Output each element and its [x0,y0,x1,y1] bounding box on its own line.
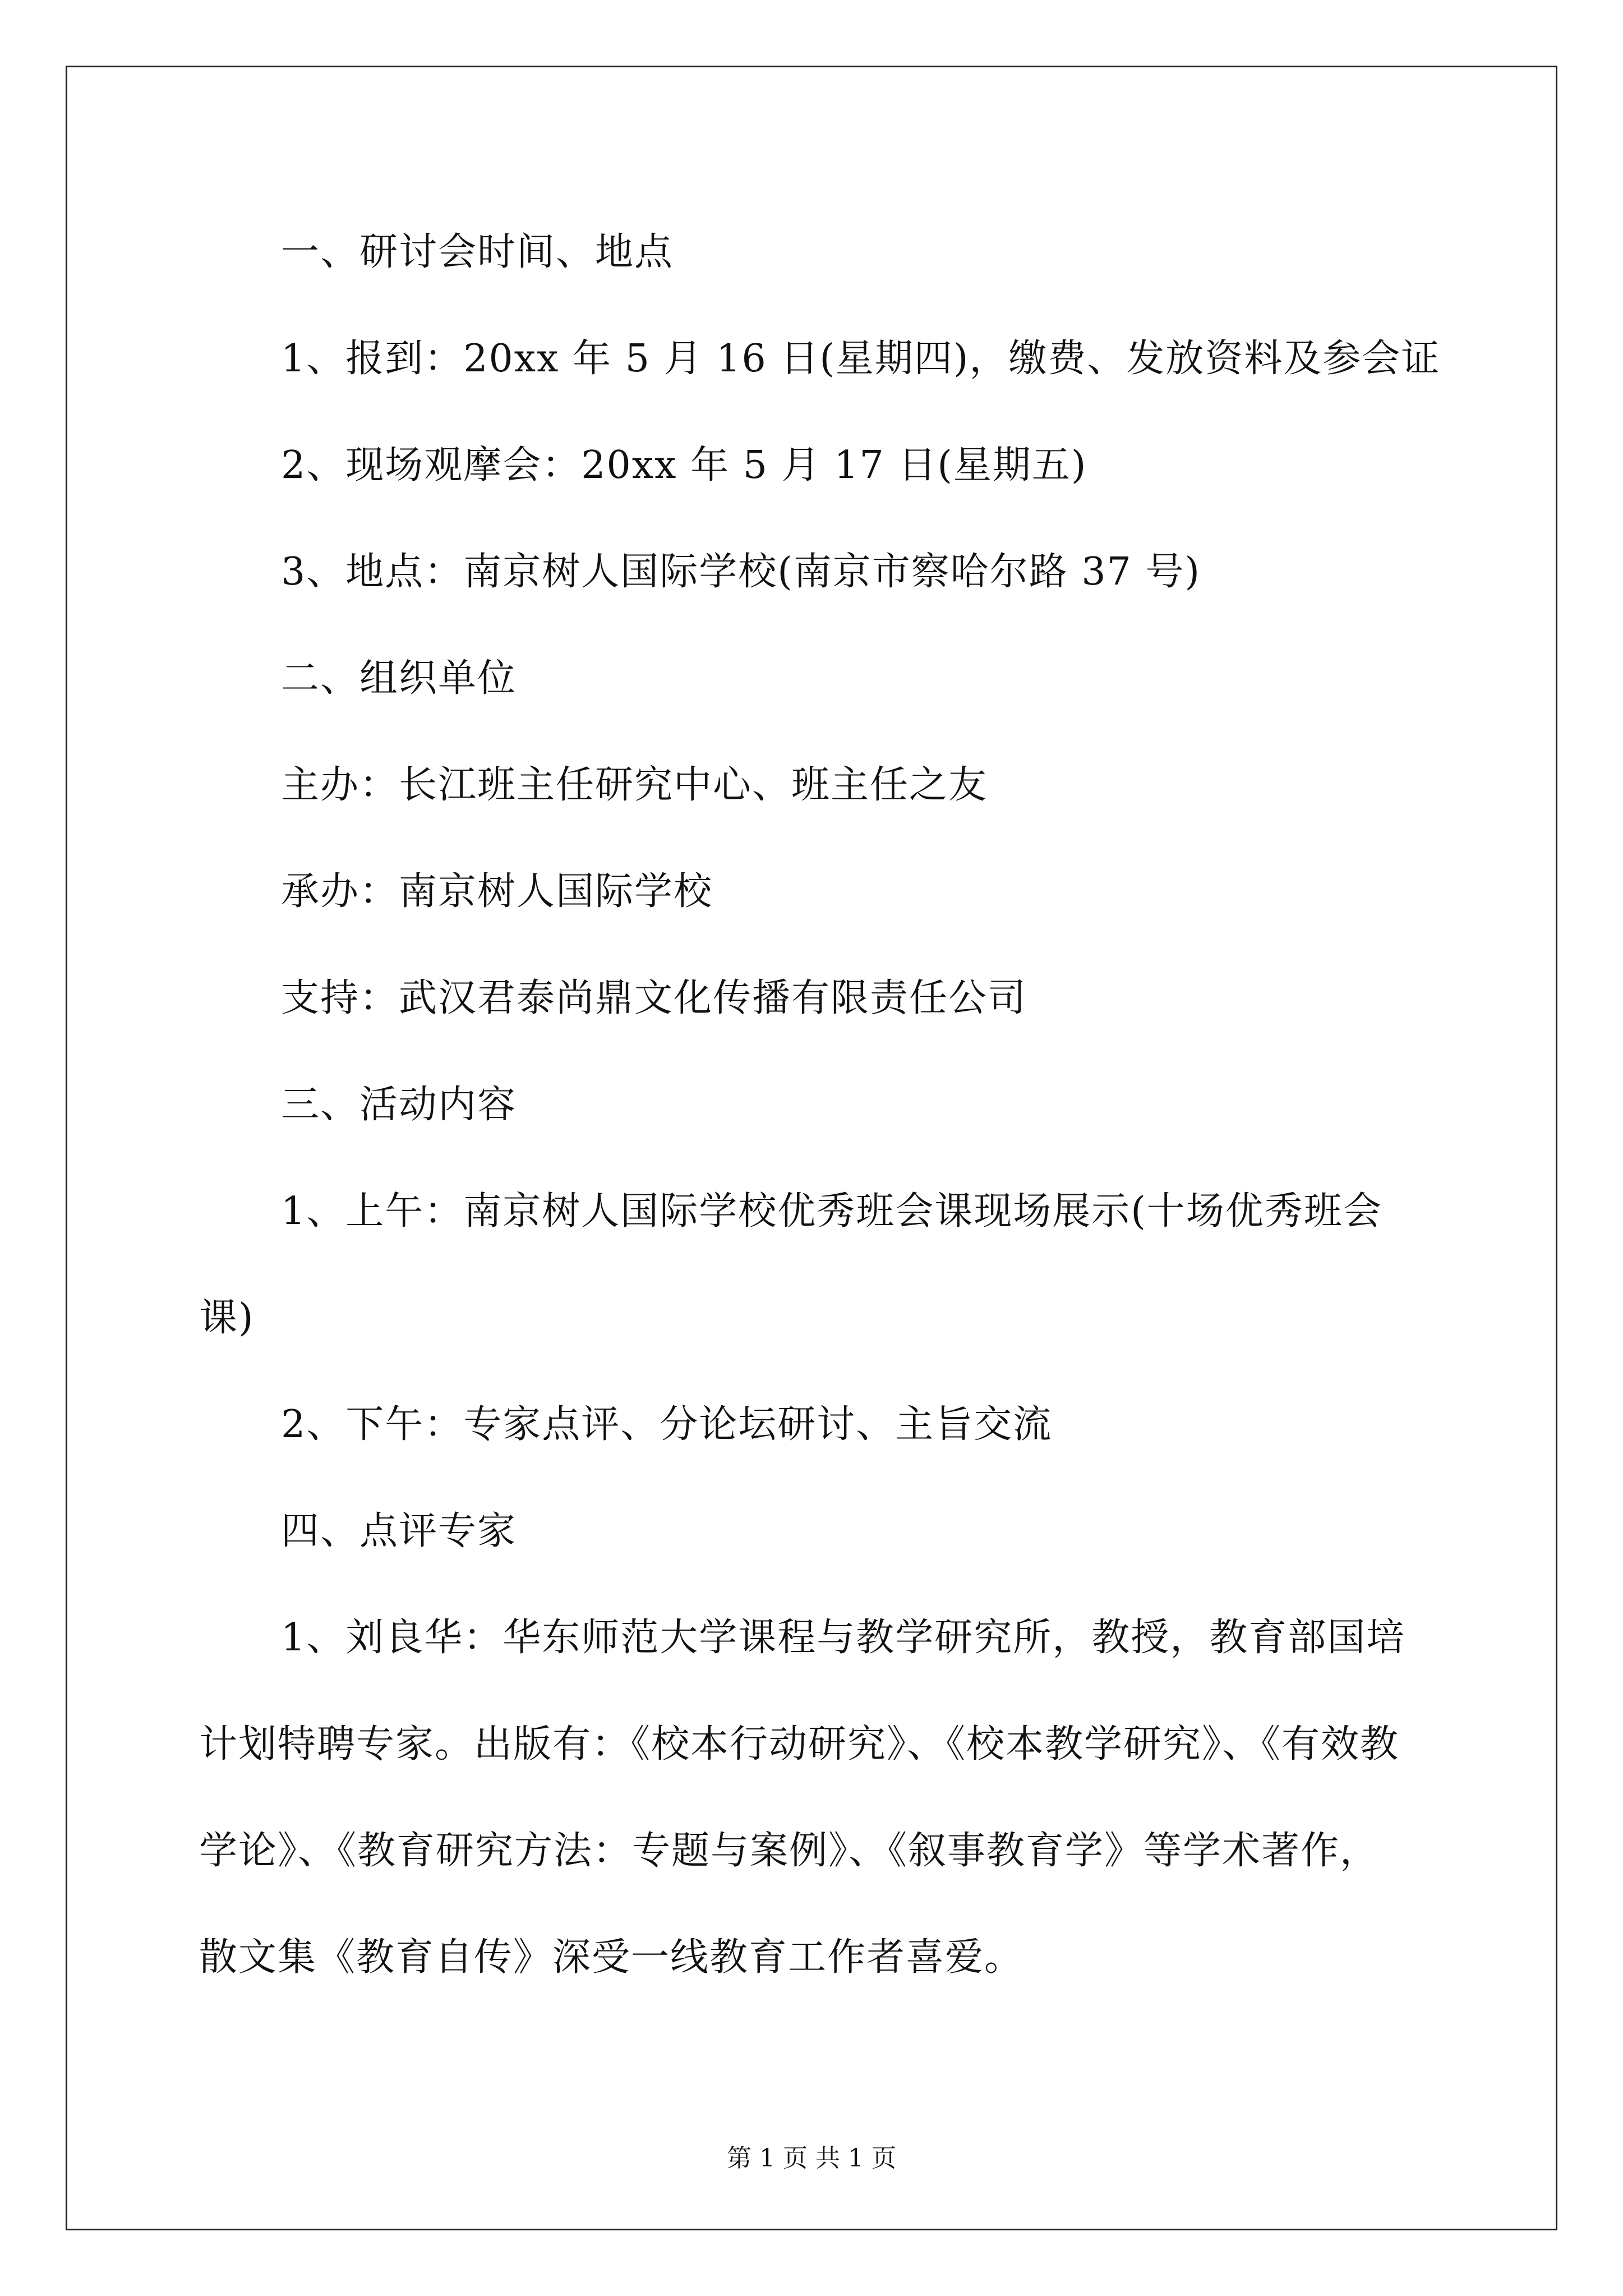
section-heading: 一、研讨会时间、地点 [281,230,674,274]
section-heading: 二、组织单位 [281,656,517,701]
paragraph: 1、刘良华：华东师范大学课程与教学研究所，教授，教育部国培 [281,1616,1406,1660]
paragraph-continuation: 学论》、《教育研究方法：专题与案例》、《叙事教育学》等学术著作， [199,1829,1380,1873]
paragraph: 3、地点：南京树人国际学校(南京市察哈尔路 37 号) [281,550,1201,594]
section-heading: 四、点评专家 [281,1509,517,1553]
page-number-footer: 第 1 页 共 1 页 [727,2144,896,2173]
section-heading: 三、活动内容 [281,1083,517,1127]
paragraph: 1、上午：南京树人国际学校优秀班会课现场展示(十场优秀班会 [281,1189,1382,1234]
paragraph: 主办：长江班主任研究中心、班主任之友 [281,763,988,807]
paragraph: 支持：武汉君泰尚鼎文化传播有限责任公司 [281,976,1027,1020]
paragraph: 承办：南京树人国际学校 [281,869,713,914]
paragraph: 1、报到：20xx 年 5 月 16 日(星期四)，缴费、发放资料及参会证 [281,337,1441,381]
paragraph-continuation: 计划特聘专家。出版有：《校本行动研究》、《校本教学研究》、《有效教 [199,1722,1400,1766]
paragraph-continuation: 散文集《教育自传》深受一线教育工作者喜爱。 [199,1935,1024,1980]
paragraph-continuation: 课) [199,1296,255,1340]
paragraph: 2、下午：专家点评、分论坛研讨、主旨交流 [281,1402,1053,1447]
paragraph: 2、现场观摩会：20xx 年 5 月 17 日(星期五) [281,443,1087,487]
